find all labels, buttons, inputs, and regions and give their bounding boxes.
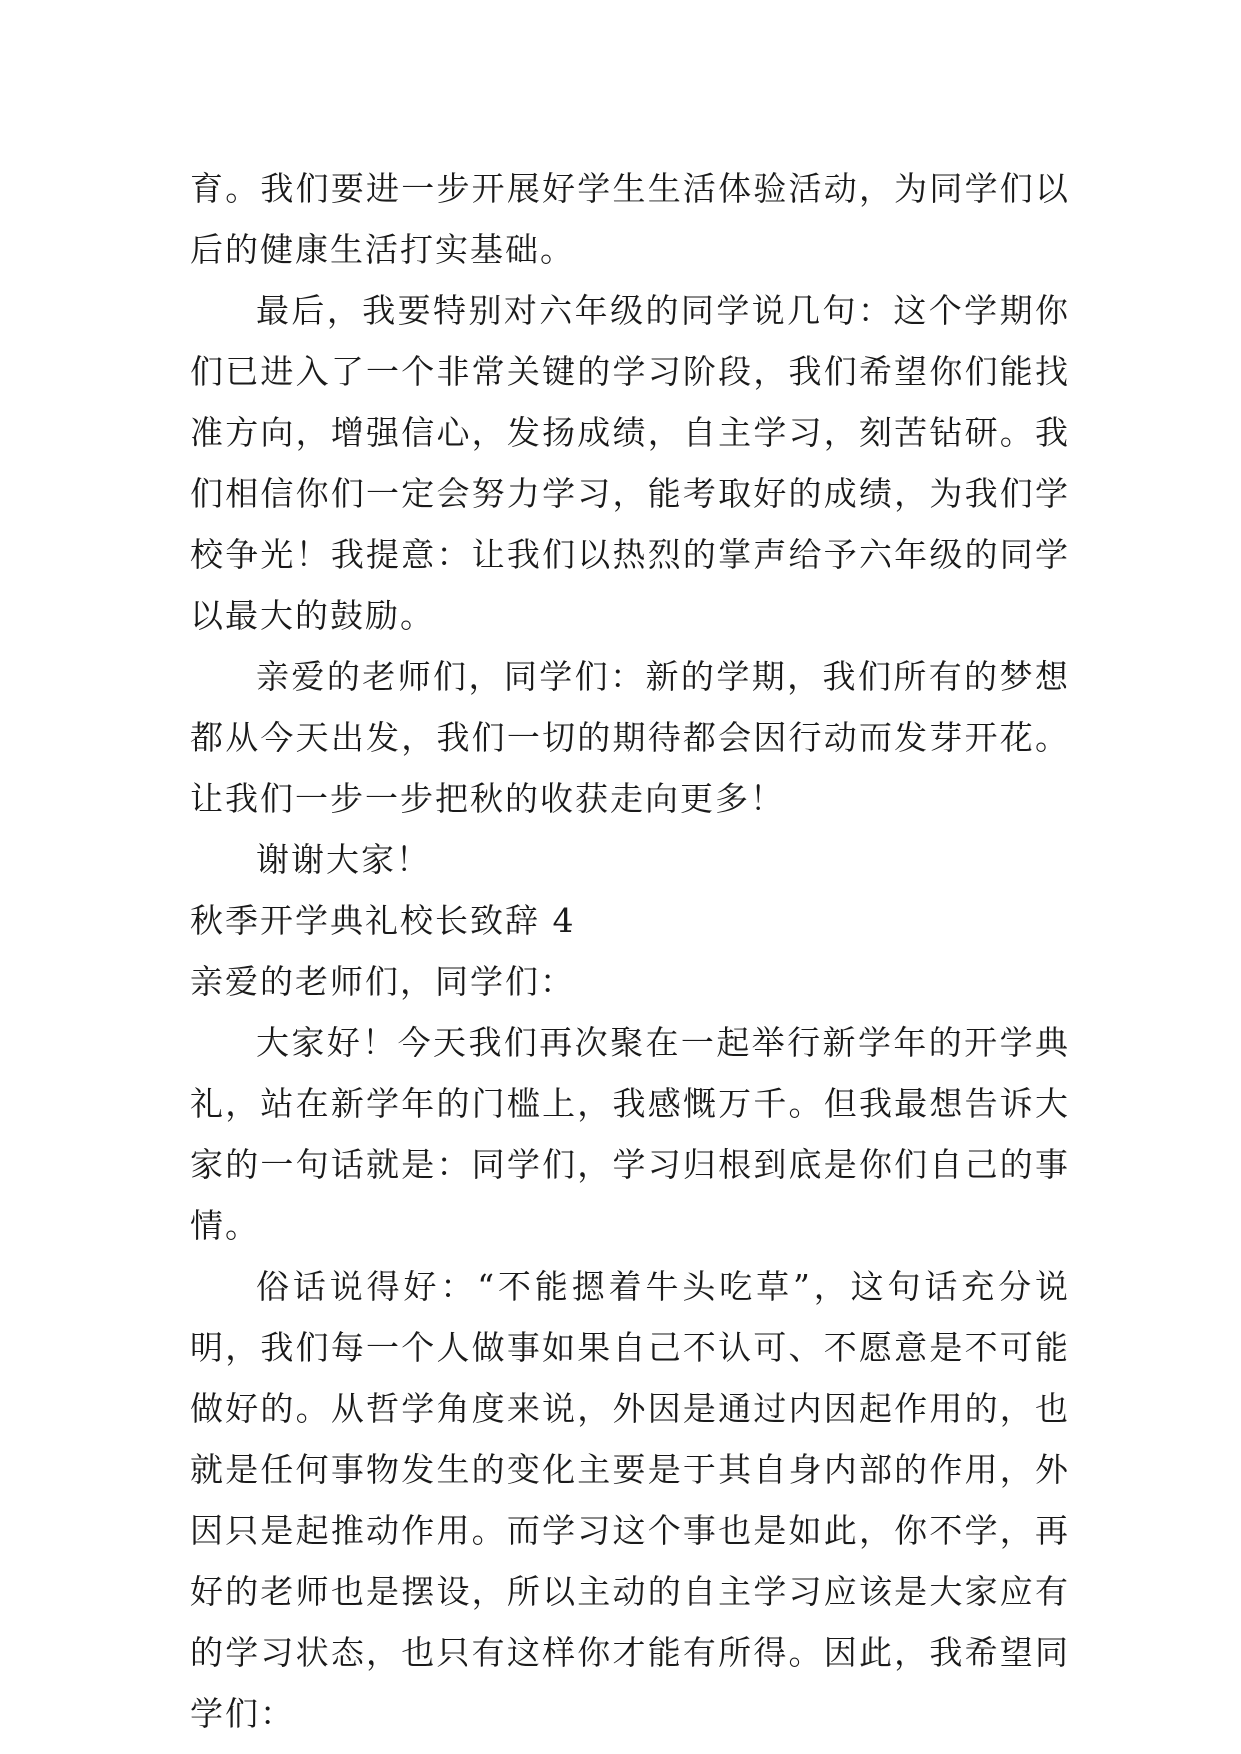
salutation: 亲爱的老师们，同学们： (190, 962, 575, 1001)
paragraph: 最后，我要特别对六年级的同学说几句：这个学期你们已进入了一个非常关键的学习阶段，我们希望你们能找准方向，增强信心，发扬成绩，自主学习，刻苦钻研。我们相信你们一定会努力学习，能考取好的成绩，为我们学校争光！我提意：让我们以热烈的掌声给予六年级的同学以最大的鼓励。 (190, 291, 1070, 635)
paragraph: 谢谢大家！ (256, 840, 431, 879)
paragraph: 育。我们要进一步开展好学生生活体验活动，为同学们以后的健康生活打实基础。 (190, 169, 1070, 269)
paragraph: 大家好！今天我们再次聚在一起举行新学年的开学典礼，站在新学年的门槛上，我感慨万千。但我最想告诉大家的一句话就是：同学们，学习归根到底是你们自己的事情。 (190, 1023, 1070, 1245)
paragraph: 亲爱的老师们，同学们：新的学期，我们所有的梦想都从今天出发，我们一切的期待都会因行动而发芽开花。让我们一步一步把秋的收获走向更多！ (190, 657, 1070, 818)
section-heading: 秋季开学典礼校长致辞 4 (190, 901, 576, 940)
paragraph: 俗话说得好：“不能摁着牛头吃草”，这句话充分说明，我们每一个人做事如果自己不认可、不愿意是不可能做好的。从哲学角度来说，外因是通过内因起作用的，也就是任何事物发生的变化主要是于其自身内部的作用，外因只是起推动作用。而学习这个事也是如此，你不学，再好的老师也是摆设，所以主动的自主学习应该是大家应有的学习状态，也只有这样你才能有所得。因此，我希望同学们： (190, 1267, 1070, 1733)
document-body (190, 158, 1070, 1744)
